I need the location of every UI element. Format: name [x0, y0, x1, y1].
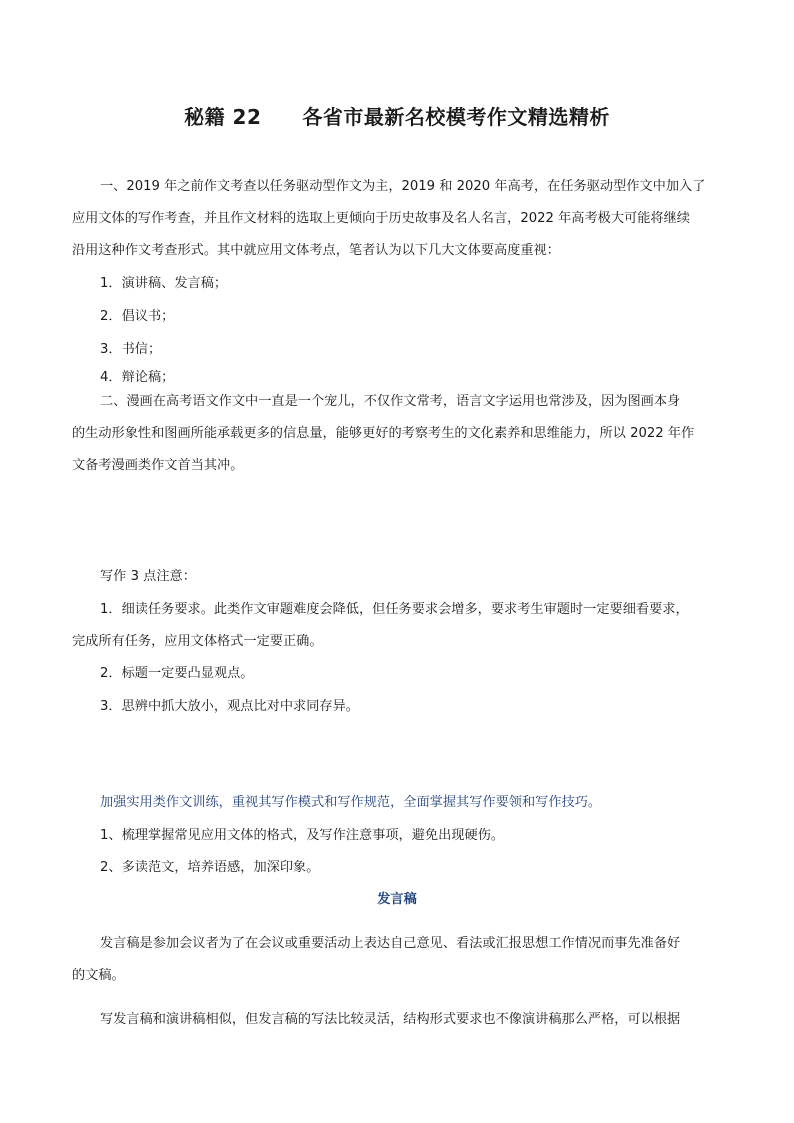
list-item: 2、多读范文，培养语感，加深印象。 [100, 860, 320, 875]
list-item: 1、梳理掌握常见应用文体的格式，及写作注意事项，避免出现硬伤。 [100, 828, 505, 843]
page-title: 秘籍 22 各省市最新名校模考作文精选精析 [184, 105, 610, 129]
paragraph-line: 完成所有任务，应用文体格式一定要正确。 [72, 634, 323, 649]
section-heading: 写作 3 点注意： [100, 569, 196, 584]
list-item: 3．书信； [100, 342, 162, 357]
paragraph-line: 的文稿。 [72, 968, 125, 983]
paragraph-line: 写发言稿和演讲稿相似，但发言稿的写法比较灵活，结构形式要求也不像演讲稿那么严格，可以根据 [100, 1012, 681, 1027]
paragraph-line: 二、漫画在高考语文作文中一直是一个宠儿，不仅作文常考，语言文字运用也常涉及，因为图画本身 [100, 394, 681, 409]
paragraph-line: 的生动形象性和图画所能承载更多的信息量，能够更好的考察考生的文化素养和思维能力，所以 2022 年作 [72, 426, 695, 441]
paragraph-line: 发言稿是参加会议者为了在会议或重要活动上表达自己意见、看法或汇报思想工作情况而事先准备好 [100, 936, 681, 951]
section-heading-speech: 发言稿 [377, 892, 417, 907]
highlight-text: 加强实用类作文训练，重视其写作模式和写作规范，全面掌握其写作要领和写作技巧。 [100, 795, 602, 810]
list-item: 1．演讲稿、发言稿； [100, 276, 228, 291]
paragraph-line: 沿用这种作文考查形式。其中就应用文体考点，笔者认为以下几大文体要高度重视： [72, 243, 560, 258]
paragraph-line: 一、2019 年之前作文考查以任务驱动型作文为主，2019 和 2020 年高考，在任务驱动型作文中加入了 [100, 179, 706, 194]
list-item: 2．标题一定要凸显观点。 [100, 666, 254, 681]
list-item: 3．思辨中抓大放小，观点比对中求同存异。 [100, 699, 359, 714]
list-item: 1．细读任务要求。此类作文审题难度会降低，但任务要求会增多，要求考生审题时一定要细看要求， [100, 602, 689, 617]
paragraph-line: 文备考漫画类作文首当其冲。 [72, 458, 244, 473]
list-item: 4．辩论稿； [100, 370, 175, 385]
list-item: 2．倡议书； [100, 309, 175, 324]
paragraph-line: 应用文体的写作考查，并且作文材料的选取上更倾向于历史故事及名人名言，2022 年高考极大可能将继续 [72, 211, 690, 226]
